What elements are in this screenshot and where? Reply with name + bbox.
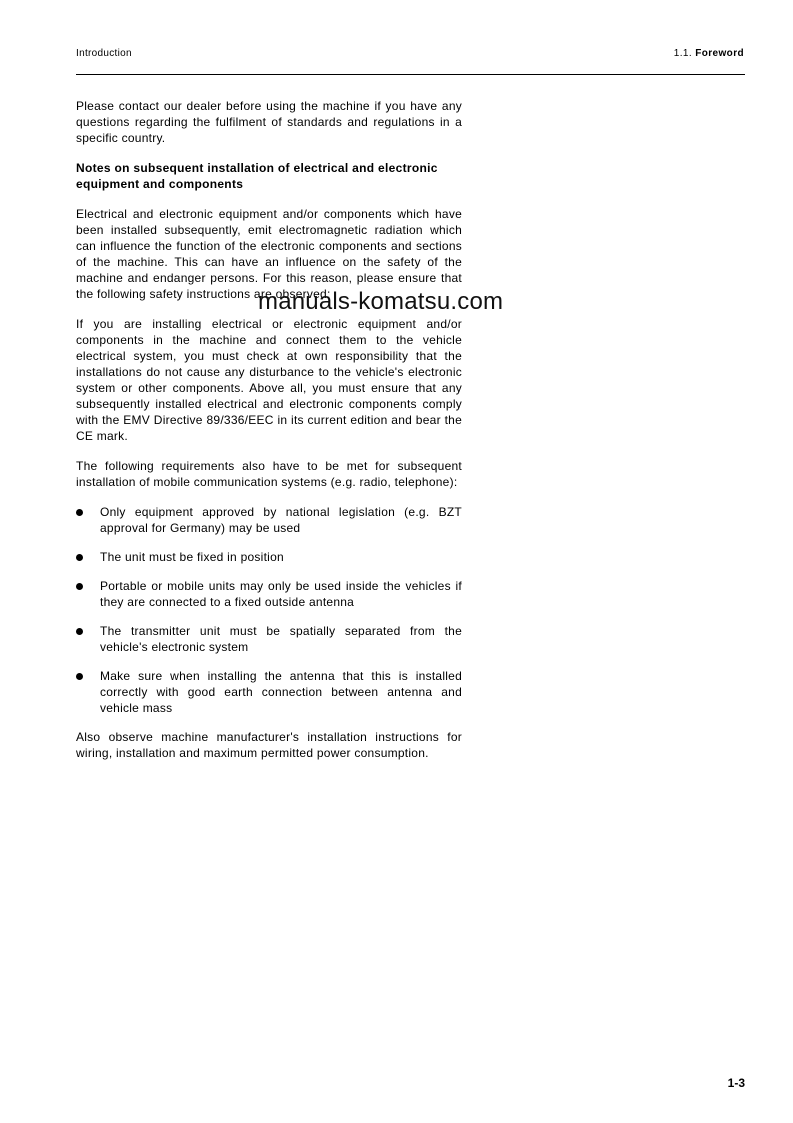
list-item [76,623,462,655]
intro-paragraph: Please contact our dealer before using the machine if you have any questions regarding the fulfilment of standards and regulations in a specific country. [76,99,462,145]
closing-paragraph: Also observe machine manufacturer's installation instructions for wiring, installation and maximum permitted power consumption. [76,730,462,760]
paragraph-installation: If you are installing electrical or electronic equipment and/or components in the machine and connect them to the vehicle electrical system, you must check at own responsibility that the installations do not cause any disturbance to the vehicle's electronic system or other components. Above all, you must ensure that any subsequently installed electrical and electronic components comply with the EMV Directive 89/336/EEC in its current edition and bear the CE mark. [76,317,462,443]
list-item [76,504,462,536]
section-heading: Notes on subsequent installation of electrical and electronic equipment and components [76,161,438,191]
header-chapter [674,48,744,59]
list-item-text: Only equipment approved by national legislation (e.g. BZT approval for Germany) may be used [100,505,462,535]
list-item [76,549,462,565]
requirements-list [76,504,462,716]
bullet-icon [76,673,83,680]
header-section-label: Introduction [76,48,132,59]
paragraph-requirements: The following requirements also have to be met for subsequent installation of mobile communication systems (e.g. radio, telephone): [76,459,462,489]
bullet-icon [76,583,83,590]
paragraph-electromagnetic: Electrical and electronic equipment and/or components which have been installed subsequently, emit electromagnetic radiation which can influence the function of the electronic components and sections of the machine. This can have an influence on the safety of the machine and endanger persons. For this reason, please ensure that the following safety instructions are observed: [76,207,462,301]
list-item [76,578,462,610]
list-item-text: Make sure when installing the antenna that this is installed correctly with good earth connection between antenna and vehicle mass [100,669,462,715]
bullet-icon [76,628,83,635]
main-content [76,98,462,775]
list-item-text: The unit must be fixed in position [100,550,284,564]
list-item-text: The transmitter unit must be spatially separated from the vehicle's electronic system [100,624,462,654]
watermark: manuals-komatsu.com [258,288,504,315]
bullet-icon [76,509,83,516]
chapter-number: 1.1. [673,48,693,59]
chapter-title: Foreword [695,48,744,59]
bullet-icon [76,554,83,561]
list-item-text: Portable or mobile units may only be used inside the vehicles if they are connected to a fixed outside antenna [100,579,462,609]
header-divider [76,74,745,75]
list-item [76,668,462,716]
page-number: 1-3 [727,1076,745,1090]
